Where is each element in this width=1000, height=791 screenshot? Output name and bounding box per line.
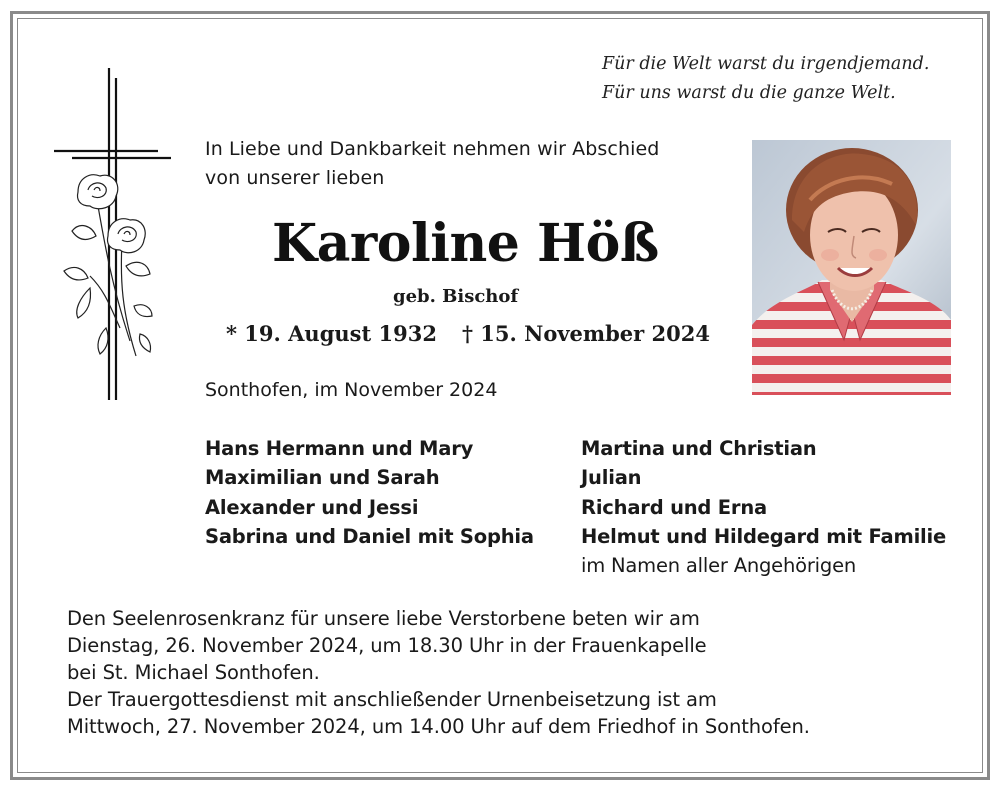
service-announcement [67, 605, 810, 740]
announcement-line: Dienstag, 26. November 2024, um 18.30 Uhr in der Frauenkapelle [67, 634, 707, 657]
mourner-entry: Julian [581, 466, 642, 490]
death-date: † 15. November 2024 [462, 321, 710, 346]
motto-line-1: Für die Welt warst du irgendjemand. [602, 54, 930, 74]
announcement-line: Der Trauergottesdienst mit anschließender Urnenbeisetzung ist am [67, 688, 717, 711]
birth-date: * 19. August 1932 [226, 321, 437, 346]
mourners-right [581, 434, 946, 580]
cross-with-roses-icon [50, 66, 175, 402]
intro-line-2: von unserer lieben [205, 167, 385, 189]
intro-line-1: In Liebe und Dankbarkeit nehmen wir Abschied [205, 138, 660, 160]
on-behalf-line: im Namen aller Angehörigen [581, 554, 857, 578]
mourner-entry: Alexander und Jessi [205, 495, 419, 519]
announcement-line: Den Seelenrosenkranz für unsere liebe Verstorbene beten wir am [67, 607, 700, 630]
mourner-entry: Richard und Erna [581, 495, 767, 519]
mourner-entry: Sabrina und Daniel mit Sophia [205, 524, 534, 548]
mourner-entry: Martina und Christian [581, 437, 817, 460]
mourner-entry: Helmut und Hildegard mit Familie [581, 524, 947, 548]
announcement-line: Mittwoch, 27. November 2024, um 14.00 Uhr auf dem Friedhof in Sonthofen. [67, 715, 810, 738]
motto [602, 50, 929, 108]
portrait-photo [752, 140, 951, 395]
place-and-date: Sonthofen, im November 2024 [205, 379, 498, 401]
motto-line-2: Für uns warst du die ganze Welt. [602, 83, 896, 103]
mourner-entry: Hans Hermann und Mary [205, 437, 474, 460]
mourners-left [205, 434, 534, 551]
birth-name: geb. Bischof [393, 286, 519, 307]
announcement-line: bei St. Michael Sonthofen. [67, 661, 320, 684]
intro-text [205, 135, 659, 193]
mourner-entry: Maximilian und Sarah [205, 466, 440, 490]
deceased-name: Karoline Höß [272, 213, 659, 274]
